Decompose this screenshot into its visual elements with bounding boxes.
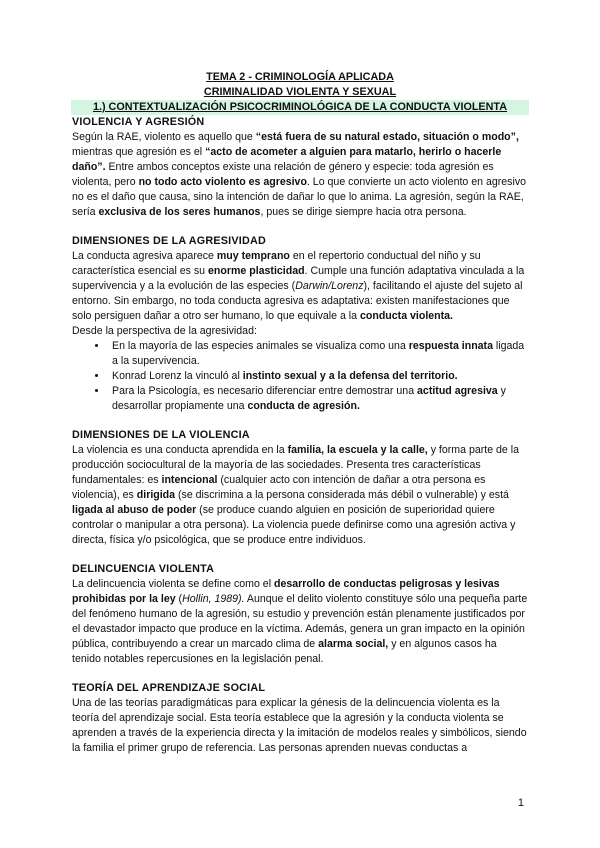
doc-subtitle: CRIMINALIDAD VIOLENTA Y SEXUAL: [203, 86, 397, 98]
section-heading-highlighted: [71, 100, 529, 115]
bold-text: “acto de acometer a alguien para matarlo, herirlo o hacerle daño”.: [72, 146, 502, 173]
text: Para la Psicología, es necesario diferenciar entre demostrar una: [112, 385, 418, 397]
heading-dimensiones-violencia: DIMENSIONES DE LA VIOLENCIA: [72, 429, 250, 441]
text: y forma parte de la producción sociocultural de la mayoría de las sociedades. Presenta tres características fundamentales: es: [72, 444, 520, 486]
bold-text: respuesta innata: [408, 340, 493, 352]
bold-text: dirigida: [136, 489, 176, 501]
bold-text: muy temprano: [216, 250, 290, 262]
list-item: [108, 339, 528, 369]
bold-text: desarrollo de conductas peligrosas y lesivas prohibidas por la ley: [72, 578, 500, 605]
heading-delincuencia-violenta: DELINCUENCIA VIOLENTA: [72, 563, 215, 575]
text: . Cumple una función adaptativa vinculada a la supervivencia y a la evolución de las especies (: [72, 265, 525, 292]
text: Según la RAE, violento es aquello que: [72, 131, 256, 143]
bullet-list: [72, 339, 528, 414]
text: (cualquier acto con intención de dañar a otra persona es violencia), es: [72, 474, 486, 501]
paragraph-delincuencia-violenta: [72, 577, 528, 667]
bold-text: instinto sexual y a la defensa del territorio.: [242, 370, 458, 382]
text: (: [175, 593, 183, 605]
bold-text: alarma social,: [318, 638, 389, 650]
text: En la mayoría de las especies animales se visualiza como una: [112, 340, 409, 352]
list-item: [108, 369, 528, 384]
bold-text: no todo acto violento es agresivo: [138, 176, 307, 188]
text: y en algunos casos ha tenido notables repercusiones en la legislación penal.: [72, 638, 497, 665]
bold-text: enorme plasticidad: [208, 265, 305, 277]
paragraph-violencia-agresion: [72, 130, 528, 220]
paragraph-dimensiones-violencia: [72, 443, 528, 548]
heading-violencia-agresion: VIOLENCIA Y AGRESIÓN: [72, 116, 205, 128]
text: La violencia es una conducta aprendida en la: [72, 444, 288, 456]
bold-text: ligada al abuso de poder: [72, 504, 197, 516]
text: . Lo que convierte un acto violento en agresivo no es el daño que causa, sino la intención de dañar lo que lo anima. La agresión, según la RAE, sería: [72, 176, 527, 218]
bold-text: exclusiva de los seres humanos: [98, 206, 261, 218]
heading-teoria-aprendizaje-social: TEORÍA DEL APRENDIZAJE SOCIAL: [72, 682, 266, 694]
paragraph-dimensiones-agresividad: [72, 249, 528, 324]
text: ligada a la supervivencia.: [112, 340, 525, 367]
list-item: [108, 384, 528, 414]
bold-text: conducta violenta.: [360, 310, 454, 322]
text: (se produce cuando alguien en posición de superioridad quiere controlar o manipular a otra persona). La violencia puede definirse como una agresión activa y directa, física y/o psicológica, que se produce entre individuos.: [72, 504, 516, 546]
text: en el repertorio conductual del niño y su característica esencial es su: [72, 250, 481, 277]
bold-text: familia, la escuela y la calle,: [287, 444, 428, 456]
text: Aunque el delito violento constituye sólo una pequeña parte del fenómeno humano de la agresión, su estudio y prevención están plenamente justificados por el devastador impacto que produce en la víctima. Además, genera un gran impacto en la opinión pública, contribuyendo a crear un marcado clima de: [72, 593, 528, 650]
bold-text: conducta de agresión.: [247, 400, 360, 412]
text: ), facilitando el ajuste del sujeto al entorno. Sin embargo, no toda conducta agresiva es adaptativa: existen manifestaciones que solo persiguen dañar a otro ser humano, lo que equivale a la: [72, 280, 523, 322]
text: y desarrollar propiamente una: [112, 385, 506, 412]
text: (se discrimina a la persona considerada más débil o vulnerable) y está: [175, 489, 509, 501]
document-page: [72, 70, 528, 756]
list-intro: Desde la perspectiva de la agresividad:: [72, 325, 257, 337]
doc-title: TEMA 2 - CRIMINOLOGÍA APLICADA: [206, 71, 394, 83]
text: La delincuencia violenta se define como el: [72, 578, 275, 590]
text: La conducta agresiva aparece: [72, 250, 217, 262]
text: Konrad Lorenz la vinculó al: [112, 370, 243, 382]
text: mientras que agresión es el: [72, 146, 206, 158]
text: Entre ambos conceptos existe una relación de género y especie: toda agresión es violenta, pero: [72, 161, 494, 188]
heading-dimensiones-agresividad: DIMENSIONES DE LA AGRESIVIDAD: [72, 235, 266, 247]
bold-text: actitud agresiva: [417, 385, 498, 397]
page-number: 1: [517, 797, 524, 809]
bold-text: “está fuera de su natural estado, situación o modo”,: [255, 131, 519, 143]
bold-text: intencional: [161, 474, 218, 486]
italic-text: Hollin, 1989).: [182, 593, 245, 605]
section-heading-text: 1.) CONTEXTUALIZACIÓN PSICOCRIMINOLÓGICA DE LA CONDUCTA VIOLENTA: [92, 101, 508, 113]
paragraph-teoria-aprendizaje-social: Una de las teorías paradigmáticas para explicar la génesis de la delincuencia violenta es la teoría del aprendizaje social. Esta teoría establece que la agresión y la conducta violenta se aprenden a través de la experiencia directa y la imitación de modelos reales y simbólicos, siendo la familia el primer grupo de referencia. Las personas aprenden nuevas conductas a: [72, 697, 527, 754]
text: , pues se dirige siempre hacia otra persona.: [260, 206, 467, 218]
italic-text: Darwin/Lorenz: [295, 280, 364, 292]
